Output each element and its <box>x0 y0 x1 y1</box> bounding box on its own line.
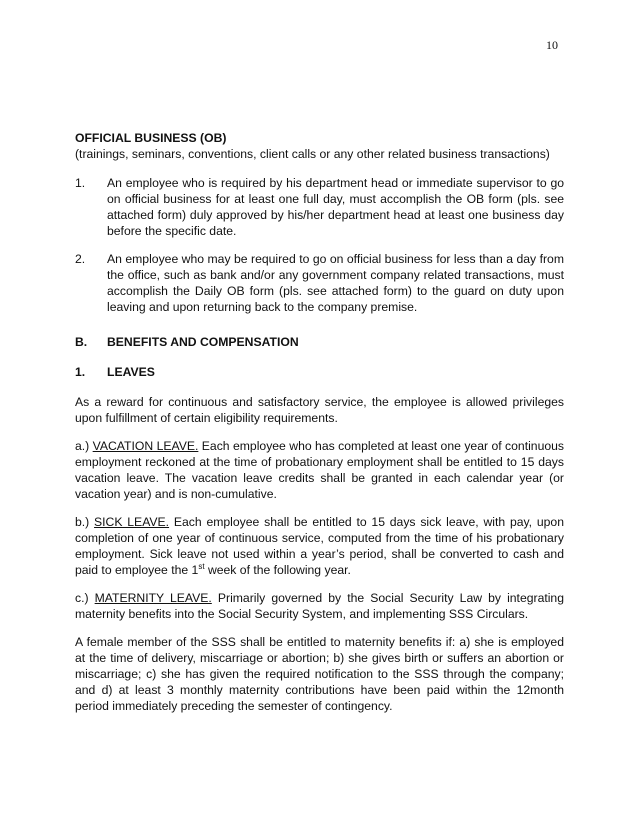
ordinal-suffix: st <box>198 561 205 571</box>
vacation-prefix: a.) <box>75 439 93 453</box>
ob-item-2 <box>75 251 564 315</box>
sick-leave-label: SICK LEAVE. <box>94 515 170 529</box>
sick-leave-text-end: week of the following year. <box>204 563 351 577</box>
ob-item-number: 2. <box>75 252 86 266</box>
ob-item-number: 1. <box>75 176 86 190</box>
maternity-leave-text: Primarily governed by the Social Security Law by integrating maternity benefits into the Social Security System, and implementing SSS Circulars. <box>75 591 564 621</box>
leaves-heading <box>75 364 564 380</box>
maternity-prefix: c.) <box>75 591 95 605</box>
section-b-number: B. <box>75 335 88 349</box>
section-b-heading <box>75 334 564 350</box>
document-body <box>75 130 564 726</box>
female-member-paragraph: A female member of the SSS shall be entitled to maternity benefits if: a) she is employed at the time of delivery, miscarriage or abortion; b) she gives birth or suffers an abortion or miscarriage; c) she has given the required notification to the SSS through the company; and d) at least 3 monthly maternity contributions have been paid within the 12month period immediately preceding the semester of contingency. <box>75 635 564 713</box>
ob-item-text: An employee who is required by his department head or immediate supervisor to go on official business for at least one full day, must accomplish the OB form (pls. see attached form) duly approved by his/her department head at least one business day before the specific date. <box>107 176 564 238</box>
leaves-intro: As a reward for continuous and satisfactory service, the employee is allowed privileges upon fulfillment of certain eligibility requirements. <box>75 395 564 425</box>
sick-leave-text: Each employee shall be entitled to 15 days sick leave, with pay, upon completion of one year of continuous service, computed from the time of his probationary employment. Sick leave not used within a year’s period, shall be converted to cash and paid to employee the 1 <box>75 515 564 577</box>
section-b-title: BENEFITS AND COMPENSATION <box>107 335 299 349</box>
ob-item-1 <box>75 175 564 239</box>
vacation-leave-label: VACATION LEAVE. <box>92 439 199 453</box>
ob-heading: OFFICIAL BUSINESS (OB) <box>75 131 227 145</box>
sick-leave-paragraph <box>75 514 564 578</box>
vacation-leave-paragraph <box>75 438 564 502</box>
leaves-title: LEAVES <box>107 365 155 379</box>
ob-subtitle: (trainings, seminars, conventions, client calls or any other related business transactions) <box>75 147 550 161</box>
vacation-leave-text: Each employee who has completed at least one year of continuous employment reckoned at the time of probationary employment shall be entitled to 15 days vacation leave. The vacation leave credits shall be granted in each calendar year (or vacation year) and is non-cumulative. <box>75 439 564 501</box>
maternity-leave-label: MATERNITY LEAVE. <box>94 591 212 605</box>
leaves-number: 1. <box>75 365 86 379</box>
maternity-leave-paragraph <box>75 590 564 622</box>
sick-prefix: b.) <box>75 515 95 529</box>
page-number: 10 <box>546 38 558 52</box>
ob-item-text: An employee who may be required to go on official business for less than a day from the office, such as bank and/or any government company related transactions, must accomplish the Daily OB form (pls. see attached form) to the guard on duty upon leaving and upon returning back to the company premise. <box>107 252 564 314</box>
